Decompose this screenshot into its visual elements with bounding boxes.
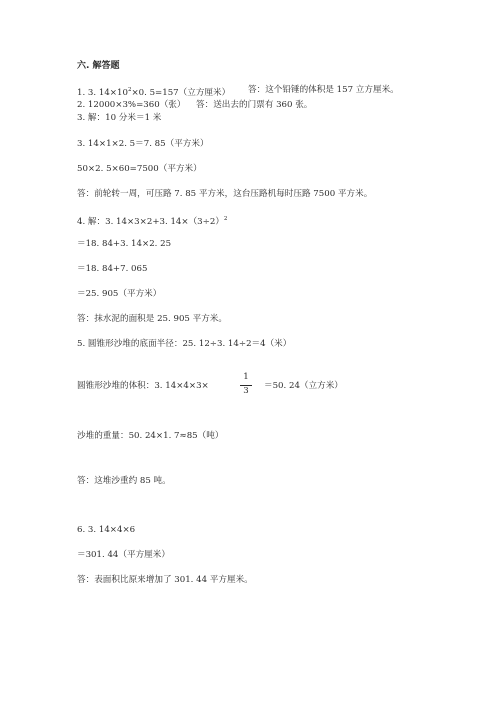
q4-line-4: ＝25. 905（平方米） [77, 289, 162, 299]
fraction-denominator: 3 [243, 386, 249, 396]
q4-line-3: ＝18. 84+7. 065 [77, 264, 148, 274]
q4-line-1 [77, 214, 227, 228]
q5-fraction [240, 372, 252, 398]
q3-line-2: 3. 14×1×2. 5＝7. 85（平方米） [77, 139, 209, 149]
q4-line-2: ＝18. 84+3. 14×2. 25 [77, 239, 172, 249]
q1-expression-b: ×0. 5=157（立方厘米） [131, 88, 231, 98]
q5-volume-prefix: 圆锥形沙堆的体积：3. 14×4×3× [77, 381, 209, 391]
q4-answer: 答：抹水泥的面积是 25. 905 平方米。 [77, 314, 227, 324]
q6-line-1: 6. 3. 14×4×6 [77, 525, 136, 535]
q1-expression-a: 1. 3. 14×10 [77, 88, 128, 98]
q2-answer: 答：送出去的门票有 360 张。 [196, 100, 313, 110]
q1-exponent: 2 [127, 87, 132, 93]
q4-exponent: 2 [223, 216, 228, 222]
q4-expression: 4. 解：3. 14×3×2+3. 14×（3÷2） [77, 217, 224, 227]
q1-answer: 答：这个铅锤的体积是 157 立方厘米。 [248, 85, 399, 95]
q1-line [77, 85, 230, 99]
q6-line-2: ＝301. 44（平方厘米） [77, 550, 170, 560]
q3-line-1: 3. 解：10 分米＝1 米 [77, 113, 162, 123]
fraction-numerator: 1 [243, 372, 249, 382]
q5-line-1: 5. 圆锥形沙堆的底面半径：25. 12÷3. 14÷2＝4（米） [77, 339, 292, 349]
q3-answer: 答：前轮转一周，可压路 7. 85 平方米，这台压路机每时压路 7500 平方米。 [77, 189, 373, 199]
q6-answer: 答：表面积比原来增加了 301. 44 平方厘米。 [77, 575, 253, 585]
q2-expression: 2. 12000×3%=360（张） [77, 100, 186, 110]
q5-weight: 沙堆的重量：50. 24×1. 7≈85（吨） [77, 431, 224, 441]
q5-answer: 答：这堆沙重约 85 吨。 [77, 476, 171, 486]
section-title: 六. 解答题 [77, 61, 120, 71]
q5-volume-suffix: ＝50. 24（立方米） [264, 381, 343, 391]
q3-line-3: 50×2. 5×60=7500（平方米） [77, 164, 202, 174]
